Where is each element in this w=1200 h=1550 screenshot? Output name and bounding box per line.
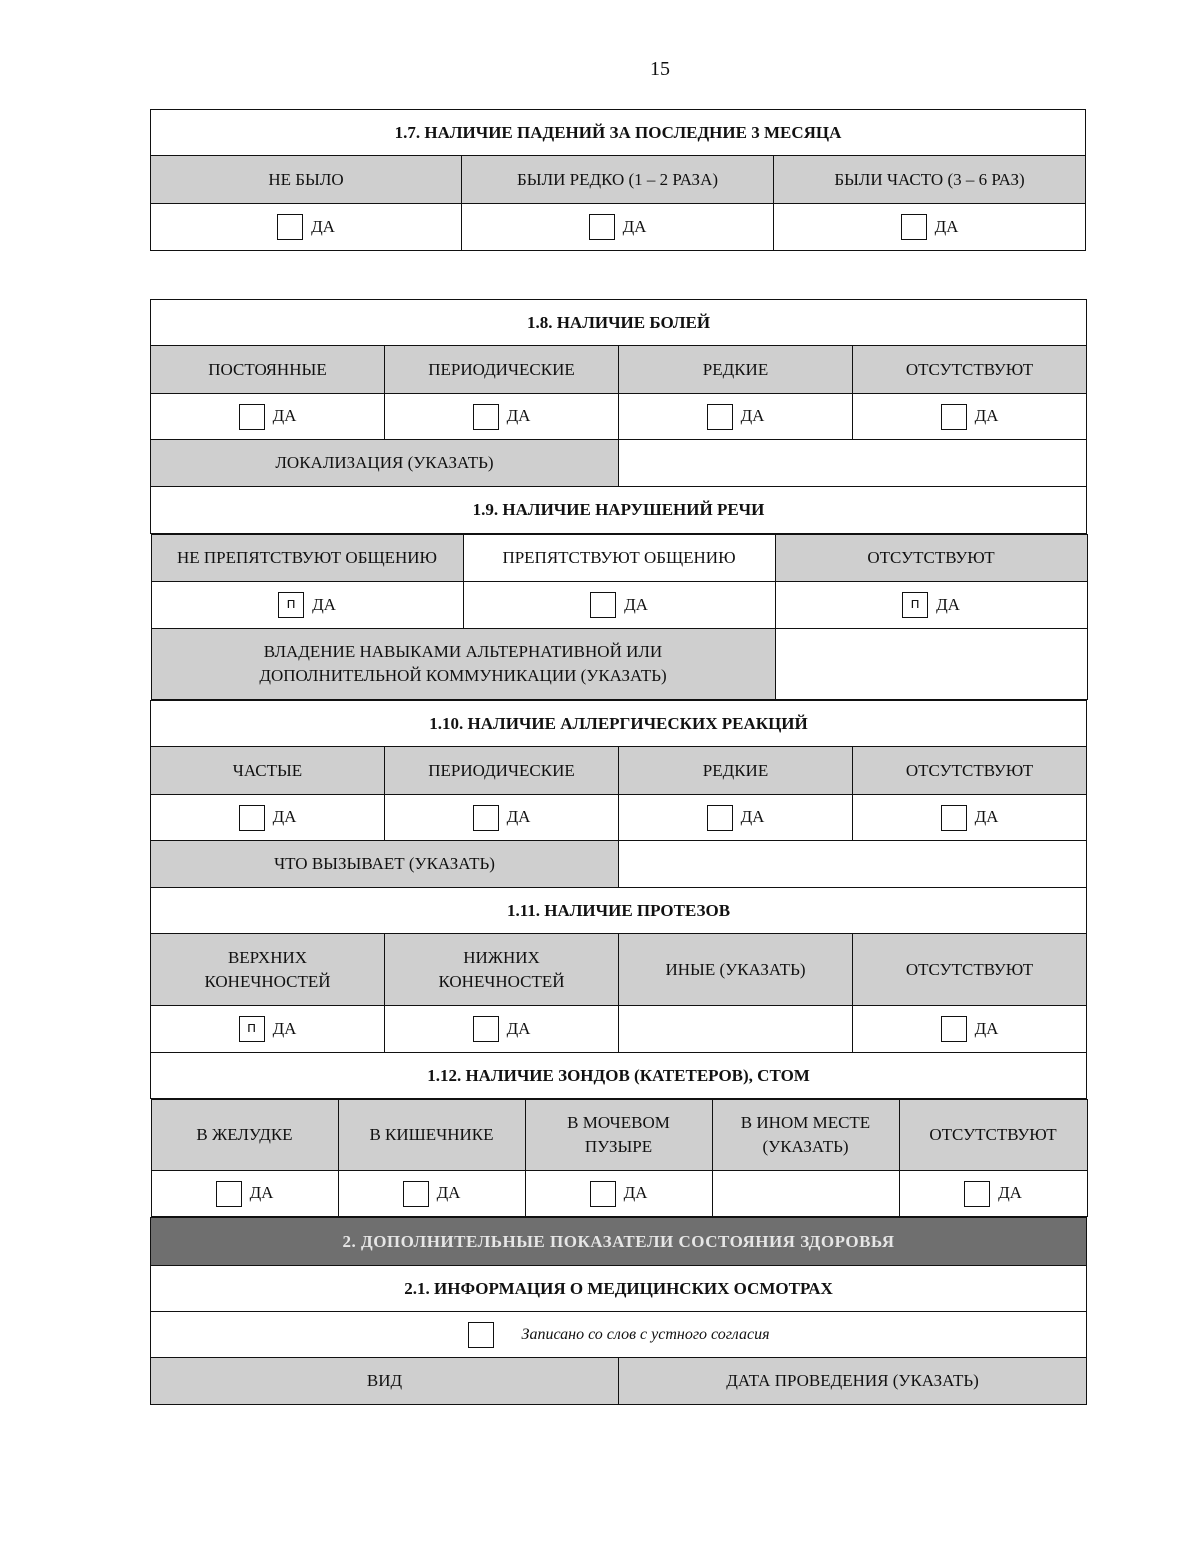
section-title-2-1: 2.1. ИНФОРМАЦИЯ О МЕДИЦИНСКИХ ОСМОТРАХ [151,1266,1087,1312]
pain-option-rare [619,394,853,440]
header-probe-other [712,1100,899,1171]
header-probe-bladder [525,1100,712,1171]
checkbox[interactable] [707,404,733,430]
section-title-2: 2. ДОПОЛНИТЕЛЬНЫЕ ПОКАЗАТЕЛИ СОСТОЯНИЯ ЗДОРОВЬЯ [151,1218,1087,1266]
page-number: 15 [650,58,670,80]
checkbox[interactable] [941,404,967,430]
header-exam-type: ВИД [151,1358,619,1405]
probe-other-field[interactable] [712,1171,899,1217]
probe-option-bladder [525,1171,712,1217]
header-line: ОТСУТСТВУЮТ [929,1125,1057,1144]
checkbox[interactable] [216,1181,242,1207]
yes-label: ДА [934,217,959,237]
header-speech-absent: ОТСУТСТВУЮТ [775,535,1087,582]
checkbox[interactable] [277,214,303,240]
header-line: (УКАЗАТЬ) [762,1137,849,1156]
header-line: ВЕРХНИХ [227,947,308,967]
checkbox[interactable] [589,214,615,240]
header-probe-absent [899,1100,1087,1171]
header-prosthesis-upper [151,934,385,1006]
yes-label: ДА [974,1019,999,1039]
yes-label: ДА [506,807,531,827]
yes-label: ДА [272,406,297,426]
yes-label: ДА [974,807,999,827]
allergy-option-rare [619,795,853,841]
yes-label: ДА [272,1019,297,1039]
header-exam-date: ДАТА ПРОВЕДЕНИЯ (УКАЗАТЬ) [619,1358,1087,1405]
yes-label: ДА [740,406,765,426]
yes-label: ДА [624,595,648,615]
yes-label: ДА [998,1183,1022,1203]
speech-option-hinder [463,582,775,629]
allergy-cause-field[interactable] [619,841,1087,888]
header-line: ИНЫЕ (УКАЗАТЬ) [665,959,806,979]
section-title-1-8: 1.8. НАЛИЧИЕ БОЛЕЙ [151,300,1087,346]
header-no-falls: НЕ БЫЛО [151,156,462,204]
header-pain-constant: ПОСТОЯННЫЕ [151,346,385,394]
yes-label: ДА [272,807,297,827]
header-pain-absent: ОТСУТСТВУЮТ [853,346,1087,394]
header-pain-rare: РЕДКИЕ [619,346,853,394]
header-allergy-absent: ОТСУТСТВУЮТ [853,747,1087,795]
pain-option-constant [151,394,385,440]
allergy-option-absent [853,795,1087,841]
checkbox[interactable] [403,1181,429,1207]
yes-label: ДА [623,1183,648,1203]
health-table-main [150,299,1087,1405]
prosthesis-other-field[interactable] [619,1006,853,1053]
header-allergy-periodic: ПЕРИОДИЧЕСКИЕ [385,747,619,795]
section-title-1-9: 1.9. НАЛИЧИЕ НАРУШЕНИЙ РЕЧИ [151,487,1087,534]
falls-option-frequent [774,204,1086,251]
header-allergy-frequent: ЧАСТЫЕ [151,747,385,795]
checkbox[interactable] [941,1016,967,1042]
falls-table [150,109,1086,251]
pain-option-periodic [385,394,619,440]
checkbox[interactable] [901,214,927,240]
checkbox[interactable] [473,404,499,430]
speech-option-not-hinder [151,582,463,629]
header-probe-intestine [338,1100,525,1171]
checkbox[interactable] [239,805,265,831]
alt-communication-label-line1: ВЛАДЕНИЕ НАВЫКАМИ АЛЬТЕРНАТИВНОЙ ИЛИ [263,642,663,661]
checkbox[interactable]: п [239,1016,265,1042]
pain-localization-label: ЛОКАЛИЗАЦИЯ (УКАЗАТЬ) [151,440,619,487]
checkbox[interactable] [941,805,967,831]
checkbox[interactable] [964,1181,990,1207]
allergy-option-periodic [385,795,619,841]
header-prosthesis-lower [385,934,619,1006]
pain-localization-field[interactable] [619,440,1087,487]
falls-option-rare [462,204,774,251]
checkbox[interactable] [707,805,733,831]
header-line: В МОЧЕВОМ [567,1113,670,1132]
header-line: НИЖНИХ [463,947,540,967]
section-title-1-12: 1.12. НАЛИЧИЕ ЗОНДОВ (КАТЕТЕРОВ), СТОМ [151,1053,1087,1099]
checkbox[interactable] [590,592,616,618]
oral-consent-row [151,1312,1087,1358]
header-speech-not-hinder: НЕ ПРЕПЯТСТВУЮТ ОБЩЕНИЮ [151,535,463,582]
yes-label: ДА [974,406,999,426]
yes-label: ДА [936,595,960,615]
header-line: ОТСУТСТВУЮТ [905,959,1034,979]
probe-option-absent [899,1171,1087,1217]
header-speech-hinder: ПРЕПЯТСТВУЮТ ОБЩЕНИЮ [463,535,775,582]
yes-label: ДА [506,406,531,426]
section-title-1-11: 1.11. НАЛИЧИЕ ПРОТЕЗОВ [151,888,1087,934]
oral-consent-note: Записано со слов с устного согласия [521,1325,770,1343]
yes-label: ДА [506,1019,531,1039]
alt-communication-label [151,629,775,700]
pain-option-absent [853,394,1087,440]
yes-label: ДА [740,807,765,827]
header-allergy-rare: РЕДКИЕ [619,747,853,795]
falls-option-none [151,204,462,251]
checkbox[interactable] [239,404,265,430]
allergy-option-frequent [151,795,385,841]
header-prosthesis-absent [853,934,1087,1006]
section-title-1-10: 1.10. НАЛИЧИЕ АЛЛЕРГИЧЕСКИХ РЕАКЦИЙ [151,701,1087,747]
header-prosthesis-other [619,934,853,1006]
header-pain-periodic: ПЕРИОДИЧЕСКИЕ [385,346,619,394]
alt-communication-label-line2: ДОПОЛНИТЕЛЬНОЙ КОММУНИКАЦИИ (УКАЗАТЬ) [259,666,667,685]
checkbox[interactable]: п [902,592,928,618]
header-line: ПУЗЫРЕ [584,1137,653,1156]
probes-subtable [151,1099,1088,1217]
checkbox[interactable] [473,1016,499,1042]
alt-communication-field[interactable] [775,629,1087,700]
checkbox[interactable]: п [278,592,304,618]
checkbox[interactable] [473,805,499,831]
header-line: В ЖЕЛУДКЕ [196,1125,293,1144]
header-line: КОНЕЧНОСТЕЙ [438,971,565,991]
speech-option-absent [775,582,1087,629]
prosthesis-option-lower [385,1006,619,1053]
yes-label: ДА [622,217,647,237]
header-frequent-falls: БЫЛИ ЧАСТО (3 – 6 РАЗ) [774,156,1086,204]
probe-option-intestine [338,1171,525,1217]
yes-label: ДА [249,1183,274,1203]
probe-option-stomach [151,1171,338,1217]
prosthesis-option-absent [853,1006,1087,1053]
header-line: КОНЕЧНОСТЕЙ [204,971,331,991]
header-line: В ИНОМ МЕСТЕ [740,1113,871,1132]
allergy-cause-label: ЧТО ВЫЗЫВАЕТ (УКАЗАТЬ) [151,841,619,888]
yes-label: ДА [312,595,336,615]
header-rare-falls: БЫЛИ РЕДКО (1 – 2 РАЗА) [462,156,774,204]
prosthesis-option-upper [151,1006,385,1053]
header-probe-stomach [151,1100,338,1171]
speech-subtable [151,534,1088,700]
checkbox[interactable] [590,1181,616,1207]
header-line: В КИШЕЧНИКЕ [369,1125,494,1144]
section-title-1-7: 1.7. НАЛИЧИЕ ПАДЕНИЙ ЗА ПОСЛЕДНИЕ 3 МЕСЯЦА [151,110,1086,156]
checkbox[interactable] [468,1322,494,1348]
yes-label: ДА [436,1183,461,1203]
yes-label: ДА [311,217,335,237]
